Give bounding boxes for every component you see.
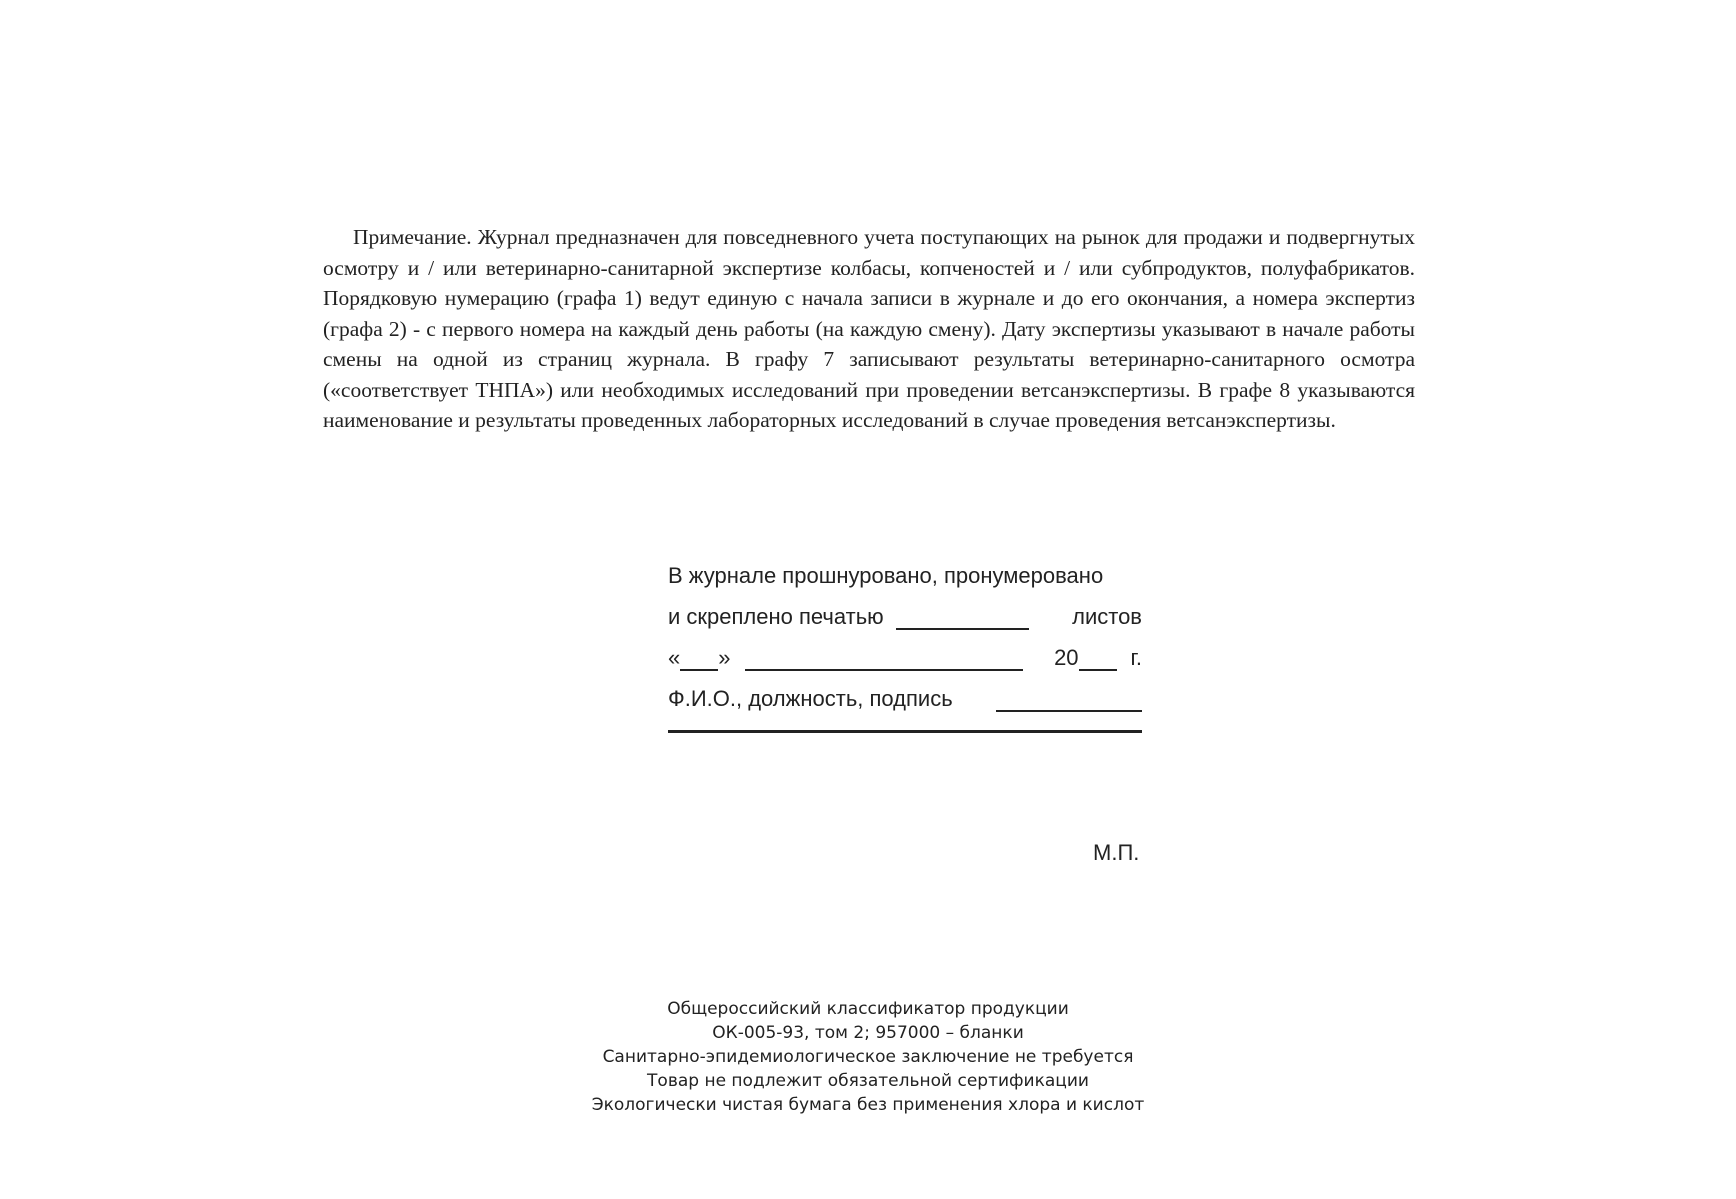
date-close-quote: » (718, 645, 731, 670)
day-blank[interactable] (680, 647, 718, 671)
signature-blank[interactable] (996, 688, 1142, 712)
footer-line: Общероссийский классификатор продукции (667, 999, 1069, 1019)
year-prefix: 20 (1054, 645, 1079, 670)
journal-note-paragraph: Примечание. Журнал предназначен для повседневного учета поступающих на рынок для продажи и подвергнутых осмотру и / или ветеринарно-санитарной экспертизе колбасы, копченостей и / или субпродуктов, полуфабрикатов. Порядковую нумерацию (графа 1) ведут единую с начала записи в журнале и до его окончания, а номера экспертиз (графа 2) - с первого номера на каждый день работы (на каждую смену). Дату экспертизы указывают в начале работы смены на одной из страниц журнала. В графу 7 записывают результаты ветеринарно-санитарного осмотра («соответствует ТНПА») или необходимых исследований при проведении ветсанэкспертизы. В графе 8 указываются наименование и результаты проведенных лабораторных исследований в случае проведения ветсанэкспертизы. (323, 225, 1415, 432)
year-blank[interactable] (1079, 647, 1117, 671)
stamp-place-label: М.П. (1093, 840, 1140, 865)
footer-info (568, 997, 1168, 1117)
footer-line: Экологически чистая бумага без применения хлора и кислот (591, 1095, 1145, 1115)
cert-row-4 (668, 671, 1142, 712)
signature-full-line[interactable] (668, 730, 1142, 733)
certification-block (668, 548, 1142, 733)
year-suffix: г. (1130, 645, 1142, 670)
cert-line-1: В журнале прошнуровано, пронумеровано (668, 563, 1104, 588)
cert-line-2-prefix: и скреплено печатью (668, 604, 884, 629)
month-blank[interactable] (745, 647, 1023, 671)
footer-line: ОК-005-93, том 2; 957000 – бланки (712, 1023, 1024, 1043)
date-open-quote: « (668, 645, 681, 670)
signature-label: Ф.И.О., должность, подпись (668, 686, 953, 711)
cert-row-2 (668, 589, 1142, 630)
sheets-count-blank[interactable] (896, 606, 1029, 630)
footer-line: Товар не подлежит обязательной сертификации (647, 1071, 1089, 1091)
cert-row-1 (668, 548, 1142, 589)
footer-line: Санитарно-эпидемиологическое заключение не требуется (602, 1047, 1134, 1067)
cert-line-2-suffix: листов (1072, 604, 1142, 629)
cert-row-3 (668, 630, 1142, 671)
